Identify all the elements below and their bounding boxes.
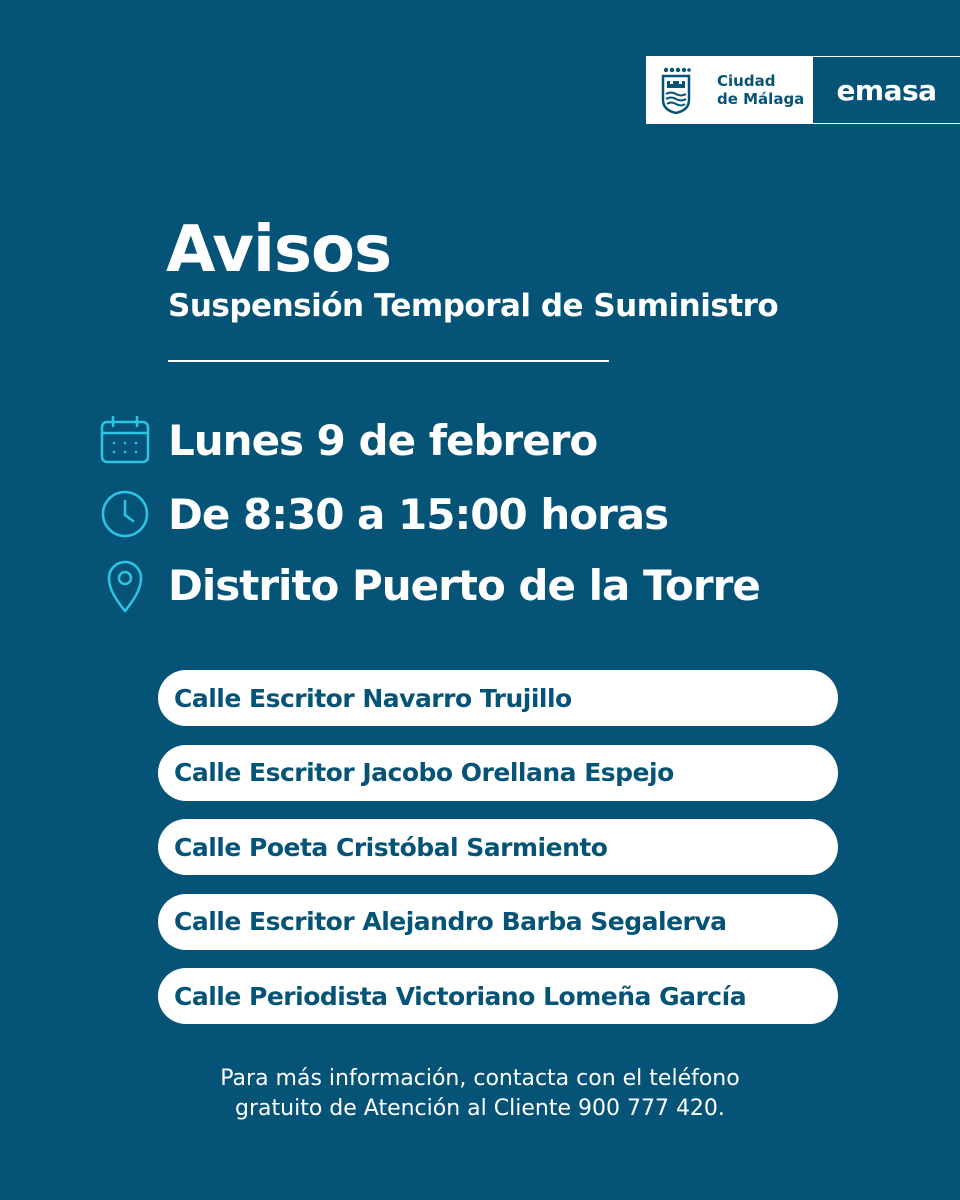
time-row — [98, 487, 668, 541]
street-item: Calle Escritor Navarro Trujillo — [158, 670, 838, 726]
location-pin-icon — [98, 558, 152, 612]
footer-line1: Para más información, contacta con el teléfono — [220, 1066, 740, 1091]
city-name — [717, 72, 804, 108]
title-divider — [168, 360, 609, 362]
page-subtitle: Suspensión Temporal de Suministro — [168, 288, 779, 324]
time-text: De 8:30 a 15:00 horas — [168, 489, 669, 539]
city-logo — [647, 57, 813, 123]
clock-icon — [98, 487, 152, 541]
street-item: Calle Periodista Victoriano Lomeña García — [158, 968, 838, 1024]
contact-footer — [0, 1064, 960, 1124]
brand-logo — [646, 56, 960, 124]
footer-line2: gratuito de Atención al Cliente 900 777 420. — [235, 1096, 725, 1121]
city-name-line1: Ciudad — [717, 72, 776, 90]
street-item: Calle Escritor Jacobo Orellana Espejo — [158, 745, 838, 801]
date-row — [98, 413, 597, 467]
page-title: Avisos — [166, 213, 392, 287]
street-item: Calle Poeta Cristóbal Sarmiento — [158, 819, 838, 875]
city-name-line2: de Málaga — [717, 90, 805, 108]
affected-streets-list — [158, 670, 838, 1043]
date-text: Lunes 9 de febrero — [168, 415, 598, 465]
city-shield-icon — [661, 66, 691, 114]
company-logo: emasa — [836, 73, 937, 107]
location-row — [98, 558, 760, 612]
location-text: Distrito Puerto de la Torre — [168, 560, 760, 610]
calendar-icon — [98, 413, 152, 467]
street-item: Calle Escritor Alejandro Barba Segalerva — [158, 894, 838, 950]
